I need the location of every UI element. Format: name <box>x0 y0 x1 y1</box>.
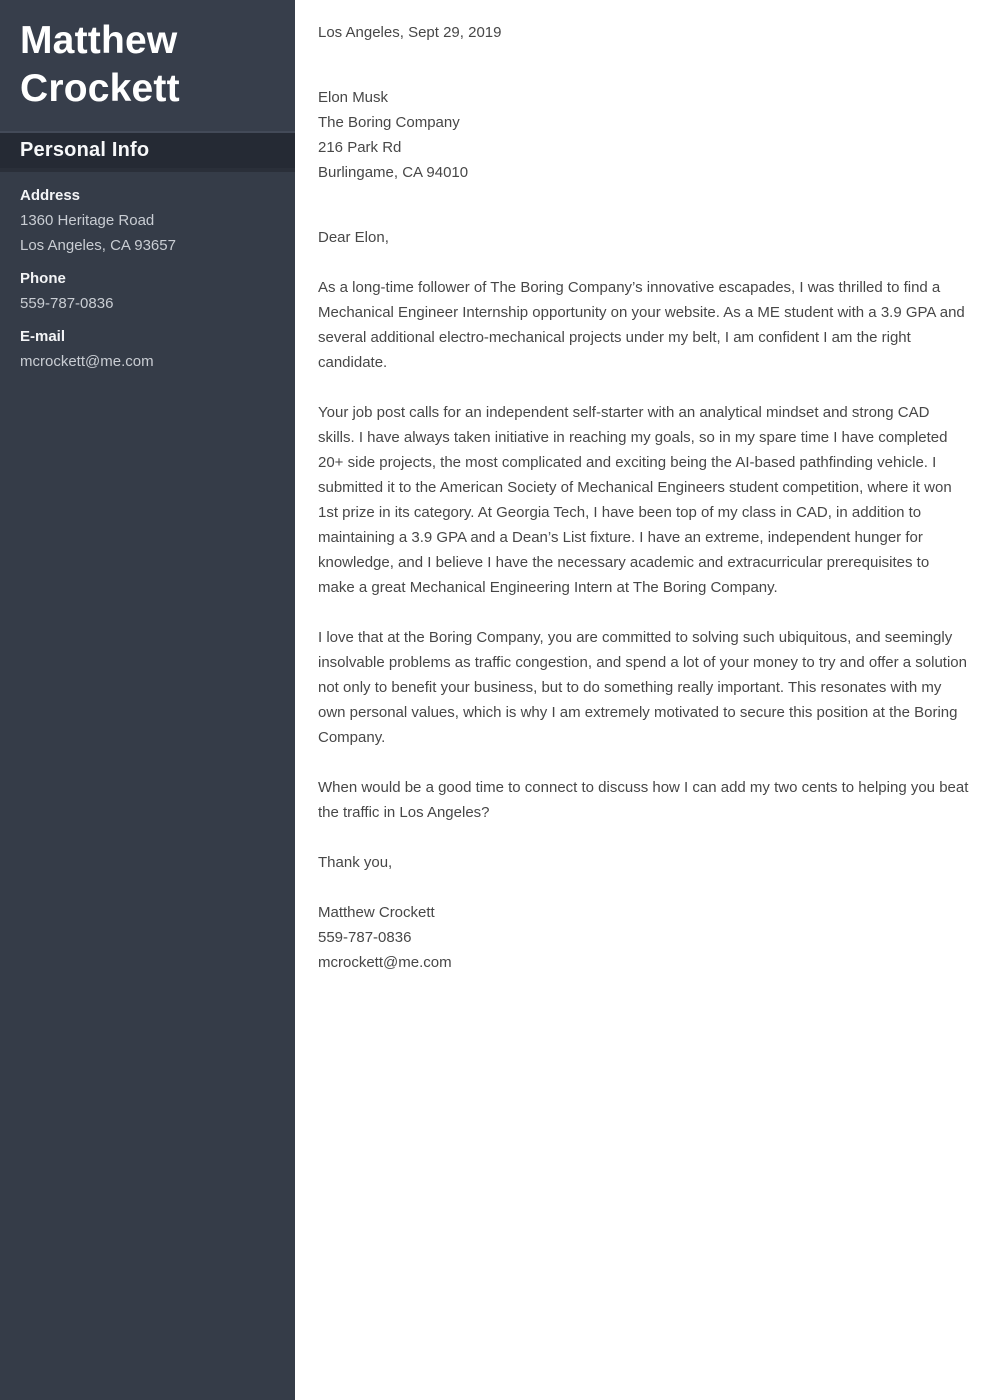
phone-label: Phone <box>20 270 66 287</box>
letter-paragraph-3: I love that at the Boring Company, you are committed to solving such ubiquitous, and seemingly insolvable problems as traffic congestion, and spend a lot of your money to try and offer a solution not only to benefit your business, but to do something really important. This resonates with my own personal values, which is why I am extremely motivated to secure this position at the Boring Company. <box>318 629 967 746</box>
signature-phone: 559-787-0836 <box>318 929 412 946</box>
recipient-block <box>318 85 969 185</box>
personal-info-title: Personal Info <box>20 139 150 161</box>
signature-block <box>318 900 969 975</box>
closing: Thank you, <box>318 854 393 871</box>
signature-name: Matthew Crockett <box>318 904 435 921</box>
sidebar <box>0 0 295 1400</box>
personal-info-section-bar <box>0 131 295 172</box>
candidate-first-name: Matthew <box>20 19 178 62</box>
recipient-city: Burlingame, CA 94010 <box>318 164 469 181</box>
email-value: mcrockett@me.com <box>20 353 154 370</box>
email-label: E-mail <box>20 328 66 345</box>
date-line: Los Angeles, Sept 29, 2019 <box>318 24 502 41</box>
candidate-name <box>20 17 277 113</box>
cover-letter-body <box>295 0 990 1400</box>
recipient-street: 216 Park Rd <box>318 139 402 156</box>
address-line-2: Los Angeles, CA 93657 <box>20 237 176 254</box>
recipient-name: Elon Musk <box>318 89 389 106</box>
address-label: Address <box>20 187 81 204</box>
salutation: Dear Elon, <box>318 229 389 246</box>
personal-info-body <box>0 172 295 374</box>
phone-value: 559-787-0836 <box>20 295 114 312</box>
recipient-company: The Boring Company <box>318 114 460 131</box>
candidate-last-name: Crockett <box>20 67 180 110</box>
address-field <box>20 183 277 258</box>
letter-paragraph-1: As a long-time follower of The Boring Company’s innovative escapades, I was thrilled to find a Mechanical Engineer Internship opportunity on your website. As a ME student with a 3.9 GPA and several additional electro-mechanical projects under my belt, I am confident I am the right candidate. <box>318 279 965 371</box>
letter-paragraph-4: When would be a good time to connect to discuss how I can add my two cents to helping you beat the traffic in Los Angeles? <box>318 779 969 821</box>
phone-field <box>20 266 277 316</box>
letter-paragraph-2: Your job post calls for an independent self-starter with an analytical mindset and strong CAD skills. I have always taken initiative in reaching my goals, so in my spare time I have completed 20+ side projects, the most complicated and exciting being the AI-based pathfinding vehicle. I submitted it to the American Society of Mechanical Engineers student competition, where it won 1st prize in its category. At Georgia Tech, I have been top of my class in CAD, in addition to maintaining a 3.9 GPA and a Dean’s List fixture. I have an extreme, independent hunger for knowledge, and I believe I have the necessary academic and extracurricular prerequisites to make a great Mechanical Engineering Intern at The Boring Company. <box>318 404 952 596</box>
name-header <box>0 0 295 131</box>
email-field <box>20 324 277 374</box>
address-line-1: 1360 Heritage Road <box>20 212 155 229</box>
signature-email: mcrockett@me.com <box>318 954 452 971</box>
